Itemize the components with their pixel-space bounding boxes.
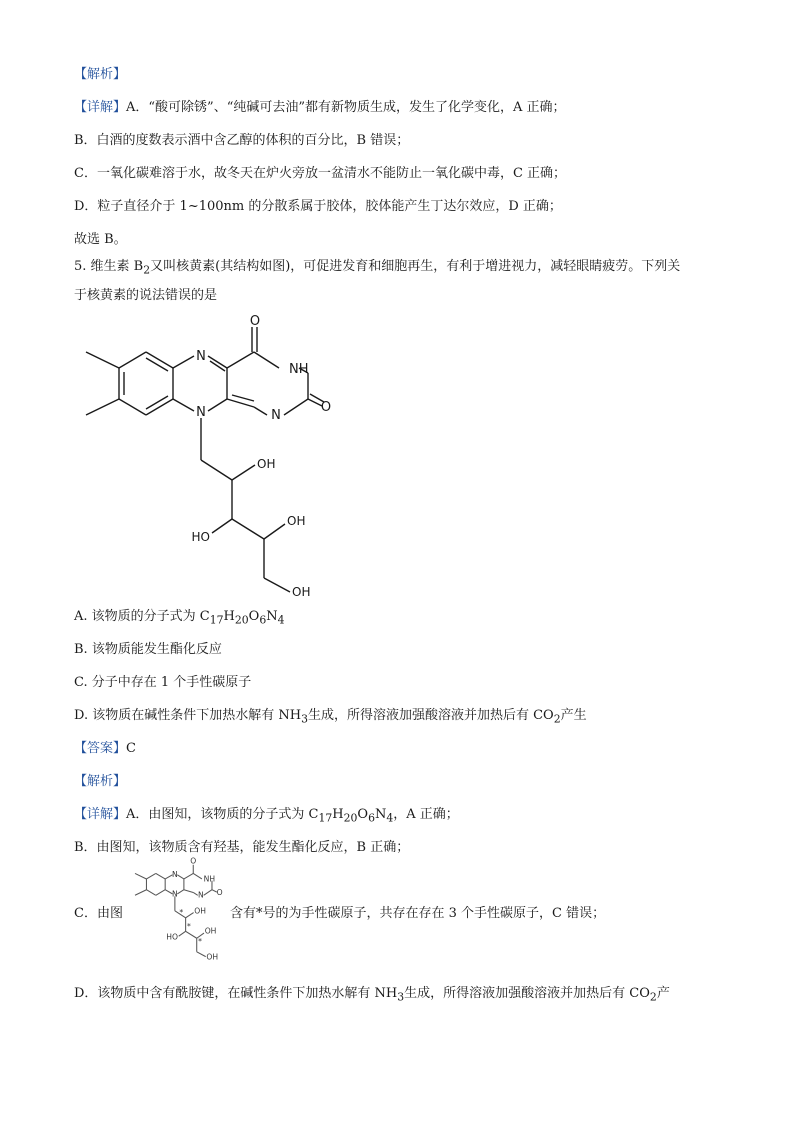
detail-b-2: B．由图知，该物质含有羟基，能发生酯化反应，B 正确； xyxy=(74,840,410,855)
stem-subscript: 2 xyxy=(143,263,151,277)
opt-a-text: A. 该物质的分子式为 C xyxy=(74,609,210,624)
atom-n-top: N xyxy=(196,349,206,364)
f2-sub-c: 17 xyxy=(318,811,333,825)
atom-oh-2: OH xyxy=(287,514,306,528)
detail-tag: 【详解】 xyxy=(74,100,127,115)
detail-d-2 xyxy=(74,985,670,1007)
formula-sub-o: 6 xyxy=(259,613,267,627)
opt-d-post: 产生 xyxy=(560,708,587,723)
co2-sub-2: 2 xyxy=(649,990,657,1004)
detail-a2-post: ，A 正确； xyxy=(393,807,459,822)
option-b: B. 该物质能发生酯化反应 xyxy=(74,642,222,657)
mini-o-2: O xyxy=(216,887,223,897)
mini-oh-2: OH xyxy=(204,926,217,936)
stem-part-a: 5. 维生素 B xyxy=(74,259,144,274)
formula-sub-c: 17 xyxy=(209,613,224,627)
detail-d2-pre: D．该物质中含有酰胺键，在碱性条件下加热水解有 NH xyxy=(74,986,398,1001)
atom-o-top: O xyxy=(249,314,261,329)
atom-oh-1: OH xyxy=(257,457,276,471)
detail-a-2 xyxy=(74,806,459,828)
atom-n-bottom: N xyxy=(196,405,206,420)
option-d xyxy=(74,707,587,729)
atom-o-right: O xyxy=(320,400,332,415)
answer-tag: 【答案】 xyxy=(74,741,127,756)
detail-c-2-post: 含有*号的为手性碳原子，共存在存在 3 个手性碳原子，C 错误； xyxy=(230,906,606,921)
answer-value: C xyxy=(126,741,136,756)
mini-oh-3: OH xyxy=(206,952,219,962)
f2-sub-n: 4 xyxy=(386,811,394,825)
option-a xyxy=(74,608,284,630)
mini-star-3: * xyxy=(198,936,202,946)
detail-a-1 xyxy=(74,99,566,117)
f2-h: H xyxy=(332,807,344,822)
mini-nh: NH xyxy=(203,874,216,884)
conclusion-1: 故选 B。 xyxy=(74,232,127,247)
opt-d-pre: D. 该物质在碱性条件下加热水解有 NH xyxy=(74,708,302,723)
detail-d2-mid: 生成，所得溶液加强酸溶液并加热后有 CO xyxy=(404,986,650,1001)
detail-d2-post: 产 xyxy=(656,986,670,1001)
f2-o: O xyxy=(357,807,369,822)
mini-ho: HO xyxy=(166,932,178,942)
question-5-stem xyxy=(74,258,680,280)
analysis-heading-1: 【解析】 xyxy=(74,67,127,82)
mini-n-2: N xyxy=(172,889,178,899)
formula-h: H xyxy=(223,609,235,624)
detail-d-1: D．粒子直径介于 1~100nm 的分散系属于胶体，胶体能产生丁达尔效应，D 正确； xyxy=(74,199,562,214)
mini-star-1: * xyxy=(179,908,184,918)
mini-n-1: N xyxy=(172,869,178,879)
atom-oh-3: OH xyxy=(292,585,311,599)
f2-sub-h: 20 xyxy=(343,811,358,825)
atom-nh: NH xyxy=(289,362,309,377)
question-5-stem-2: 于核黄素的说法错误的是 xyxy=(74,288,218,303)
formula-n: N xyxy=(266,609,278,624)
mini-n-3: N xyxy=(198,890,204,900)
f2-sub-o: 6 xyxy=(368,811,375,825)
detail-a2-pre: A．由图知，该物质的分子式为 C xyxy=(126,807,319,822)
detail-tag-2: 【详解】 xyxy=(74,807,127,822)
atom-n-right: N xyxy=(271,408,281,423)
detail-b-1: B．白酒的度数表示酒中含乙醇的体积的百分比，B 错误； xyxy=(74,133,410,148)
co2-sub: 2 xyxy=(553,712,561,726)
nh3-sub-2: 3 xyxy=(397,990,405,1004)
mini-o-1: O xyxy=(190,856,197,866)
detail-a-text: A．“酸可除锈”、“纯碱可去油”都有新物质生成，发生了化学变化，A 正确； xyxy=(126,100,566,115)
mini-oh-1: OH xyxy=(194,906,207,916)
f2-n: N xyxy=(374,807,387,822)
atom-ho: HO xyxy=(191,530,210,544)
riboflavin-structure xyxy=(60,310,360,605)
stem-part-b: 又叫核黄素(其结构如图)，可促进发育和细胞再生，有利于增进视力，减轻眼睛疲劳。下列关 xyxy=(150,259,681,274)
detail-c-1: C．一氧化碳难溶于水，故冬天在炉火旁放一盆清水不能防止一氧化碳中毒，C 正确； xyxy=(74,166,567,181)
mini-star-2: * xyxy=(187,921,191,931)
riboflavin-mini-structure xyxy=(126,848,230,972)
opt-d-mid: 生成，所得溶液加强酸溶液并加热后有 CO xyxy=(307,708,554,723)
analysis-heading-2: 【解析】 xyxy=(74,774,127,789)
nh3-sub: 3 xyxy=(301,712,308,726)
answer-line xyxy=(74,740,136,758)
formula-sub-n: 4 xyxy=(277,613,285,627)
formula-sub-h: 20 xyxy=(234,613,249,627)
option-c: C. 分子中存在 1 个手性碳原子 xyxy=(74,675,252,690)
detail-c-2-pre: C．由图 xyxy=(74,906,123,921)
formula-o: O xyxy=(248,609,260,624)
